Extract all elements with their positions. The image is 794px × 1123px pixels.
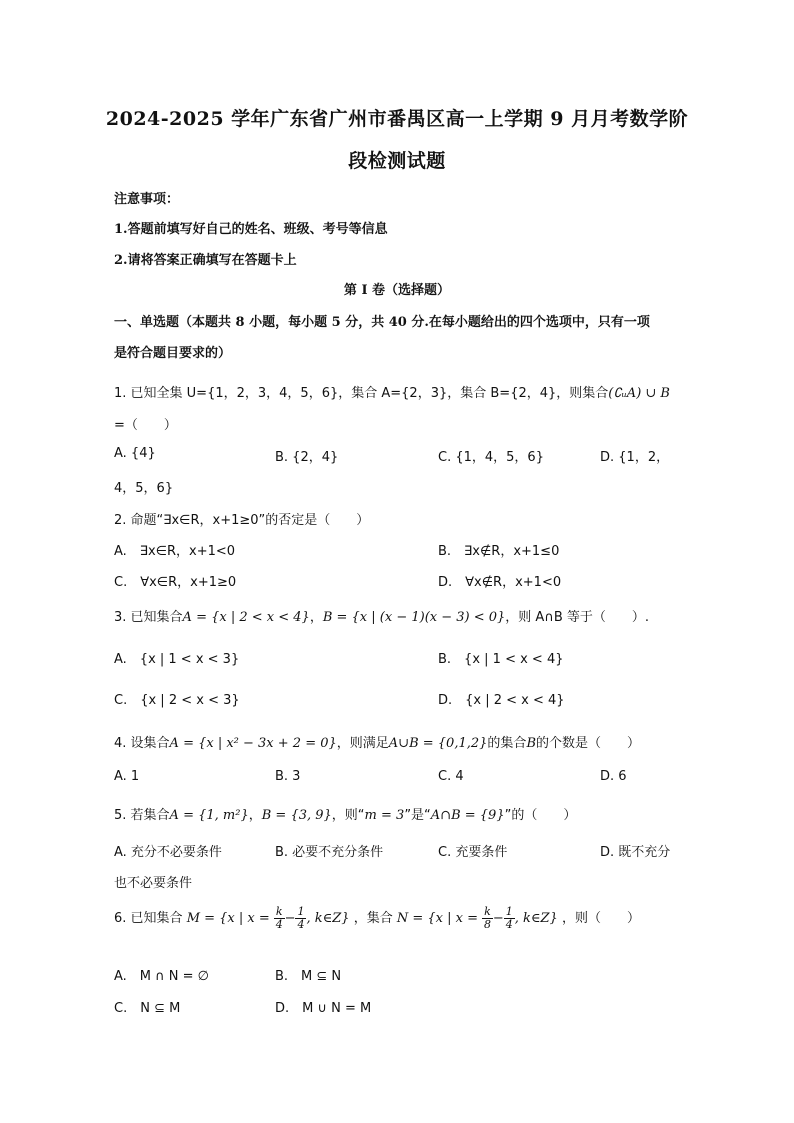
q5-option-c: C. 充要条件 [438, 845, 508, 860]
q6-stem [114, 906, 640, 931]
q1-stem [114, 382, 670, 401]
q3-stem-end: ，则 A∩B 等于（ ）. [505, 610, 650, 625]
q5-stem-mid: ，则“ [331, 808, 365, 823]
q6-set-m-rhs: , k∈Z} [306, 911, 350, 926]
q5-stem-text: 5. 若集合 [114, 808, 170, 823]
q5-option-b: B. 必要不充分条件 [275, 845, 384, 860]
q6-m-frac2-den: 4 [297, 918, 305, 931]
q3-set-b: B = {x | (x − 1)(x − 3) < 0} [322, 610, 506, 625]
q6-m-fraction-1-4 [295, 906, 306, 931]
q4-set-a: A = {x | x² − 3x + 2 = 0} [169, 736, 337, 751]
q5-condition-2: A∩B = {9} [430, 808, 505, 823]
q5-option-d-cont: 也不必要条件 [114, 876, 193, 891]
q3-separator: ， [309, 610, 323, 625]
notice-item-2: 2.请将答案正确填写在答题卡上 [114, 253, 297, 268]
q6-set-m [186, 905, 354, 931]
q4-stem [114, 732, 640, 751]
q3-stem-text: 3. 已知集合 [114, 610, 183, 625]
q3-option-a: A. {x | 1 < x < 3} [114, 652, 240, 667]
q1-option-a: A. {4} [114, 446, 156, 461]
q6-set-m-lhs: M = {x | x = [186, 911, 270, 926]
q6-stem-text: 6. 已知集合 [114, 911, 183, 926]
q6-m-frac2-num: 1 [297, 905, 305, 918]
exam-title-line-1: 2024-2025 学年广东省广州市番禺区高一上学期 9 月月考数学阶 [105, 108, 689, 130]
notice-heading: 注意事项： [114, 192, 180, 207]
q3-option-c: C. {x | 2 < x < 3} [114, 693, 240, 708]
q6-m-minus: − [284, 911, 296, 926]
q2-option-b: B. ∃x∉R，x+1≤0 [438, 544, 560, 559]
q4-set-b-letter: B [526, 736, 536, 751]
q5-option-a: A. 充分不必要条件 [114, 845, 222, 860]
q5-option-d: D. 既不充分 [600, 845, 671, 860]
q1-stem-text: 1. 已知全集 U={1，2，3，4，5，6}，集合 A={2，3}，集合 B={2，4}，则集合 [114, 386, 609, 401]
q2-option-a: A. ∃x∈R，x+1<0 [114, 544, 236, 559]
q2-stem: 2. 命题“∃x∈R，x+1≥0”的否定是（ ） [114, 513, 370, 528]
q6-option-b: B. M ⊆ N [275, 969, 342, 984]
q6-option-d: D. M ∪ N = M [275, 1001, 372, 1016]
q1-option-b: B. {2，4} [275, 450, 339, 465]
notice-item-1: 1.答题前填写好自己的姓名、班级、考号等信息 [114, 222, 388, 237]
q6-set-n-rhs: , k∈Z} [514, 911, 558, 926]
q1-option-d: D. {1，2， [600, 450, 670, 465]
q2-option-d: D. ∀x∉R，x+1<0 [438, 575, 562, 590]
q6-n-frac2-num: 1 [505, 905, 513, 918]
q4-stem-text: 4. 设集合 [114, 736, 170, 751]
volume-heading: 第 I 卷（选择题） [343, 283, 451, 298]
q6-option-c: C. N ⊆ M [114, 1001, 181, 1016]
q6-stem-end: ，则（ ） [561, 911, 640, 926]
q4-option-b: B. 3 [275, 769, 301, 784]
q3-option-d: D. {x | 2 < x < 4} [438, 693, 565, 708]
q6-n-fraction-k-8 [482, 906, 493, 931]
q6-m-frac-den: 4 [275, 918, 283, 931]
q6-n-fraction-1-4 [504, 906, 515, 931]
q5-stem-end: ”的（ ） [504, 808, 577, 823]
q6-n-minus: − [492, 911, 504, 926]
q4-option-d: D. 6 [600, 769, 627, 784]
exam-title-line-2: 段检测试题 [348, 150, 446, 172]
q5-set-a: A = {1, m²} [169, 808, 249, 823]
q4-stem-mid-2: 的集合 [487, 736, 527, 751]
q6-n-frac-den: 8 [483, 918, 491, 931]
q6-set-n [396, 905, 562, 931]
q5-stem-mid-2: ”是“ [404, 808, 431, 823]
q5-set-b: B = {3, 9} [261, 808, 332, 823]
q6-m-frac-num: k [275, 905, 283, 918]
q2-option-c: C. ∀x∈R，x+1≥0 [114, 575, 237, 590]
q6-n-frac2-den: 4 [505, 918, 513, 931]
q6-set-n-lhs: N = {x | x = [396, 911, 478, 926]
q4-option-a: A. 1 [114, 769, 140, 784]
section-heading: 一、单选题（本题共 8 小题，每小题 5 分，共 40 分.在每小题给出的四个选项中，只有一项 [114, 315, 650, 330]
q3-set-a: A = {x | 2 < x < 4} [182, 610, 310, 625]
section-heading-cont: 是符合题目要求的） [114, 346, 232, 361]
q5-separator: ， [248, 808, 262, 823]
q6-m-fraction-k-4 [274, 906, 285, 931]
q1-stem-end: =（ ） [114, 418, 177, 433]
q6-stem-mid: ，集合 [353, 911, 393, 926]
q6-option-a: A. M ∩ N = ∅ [114, 969, 209, 984]
q1-expression: (∁ᵤA) ∪ B [608, 386, 670, 401]
q4-option-c: C. 4 [438, 769, 464, 784]
q3-option-b: B. {x | 1 < x < 4} [438, 652, 564, 667]
q4-stem-mid: ，则满足 [336, 736, 389, 751]
q6-n-frac-num: k [484, 905, 491, 918]
q5-stem [114, 804, 576, 823]
q1-option-d-cont: 4，5，6} [114, 481, 174, 496]
q3-stem [114, 606, 649, 625]
q4-condition: A∪B = {0,1,2} [388, 736, 488, 751]
q4-stem-end: 的个数是（ ） [536, 736, 641, 751]
q1-option-c: C. {1，4，5，6} [438, 450, 544, 465]
q5-condition-1: m = 3 [364, 808, 405, 823]
